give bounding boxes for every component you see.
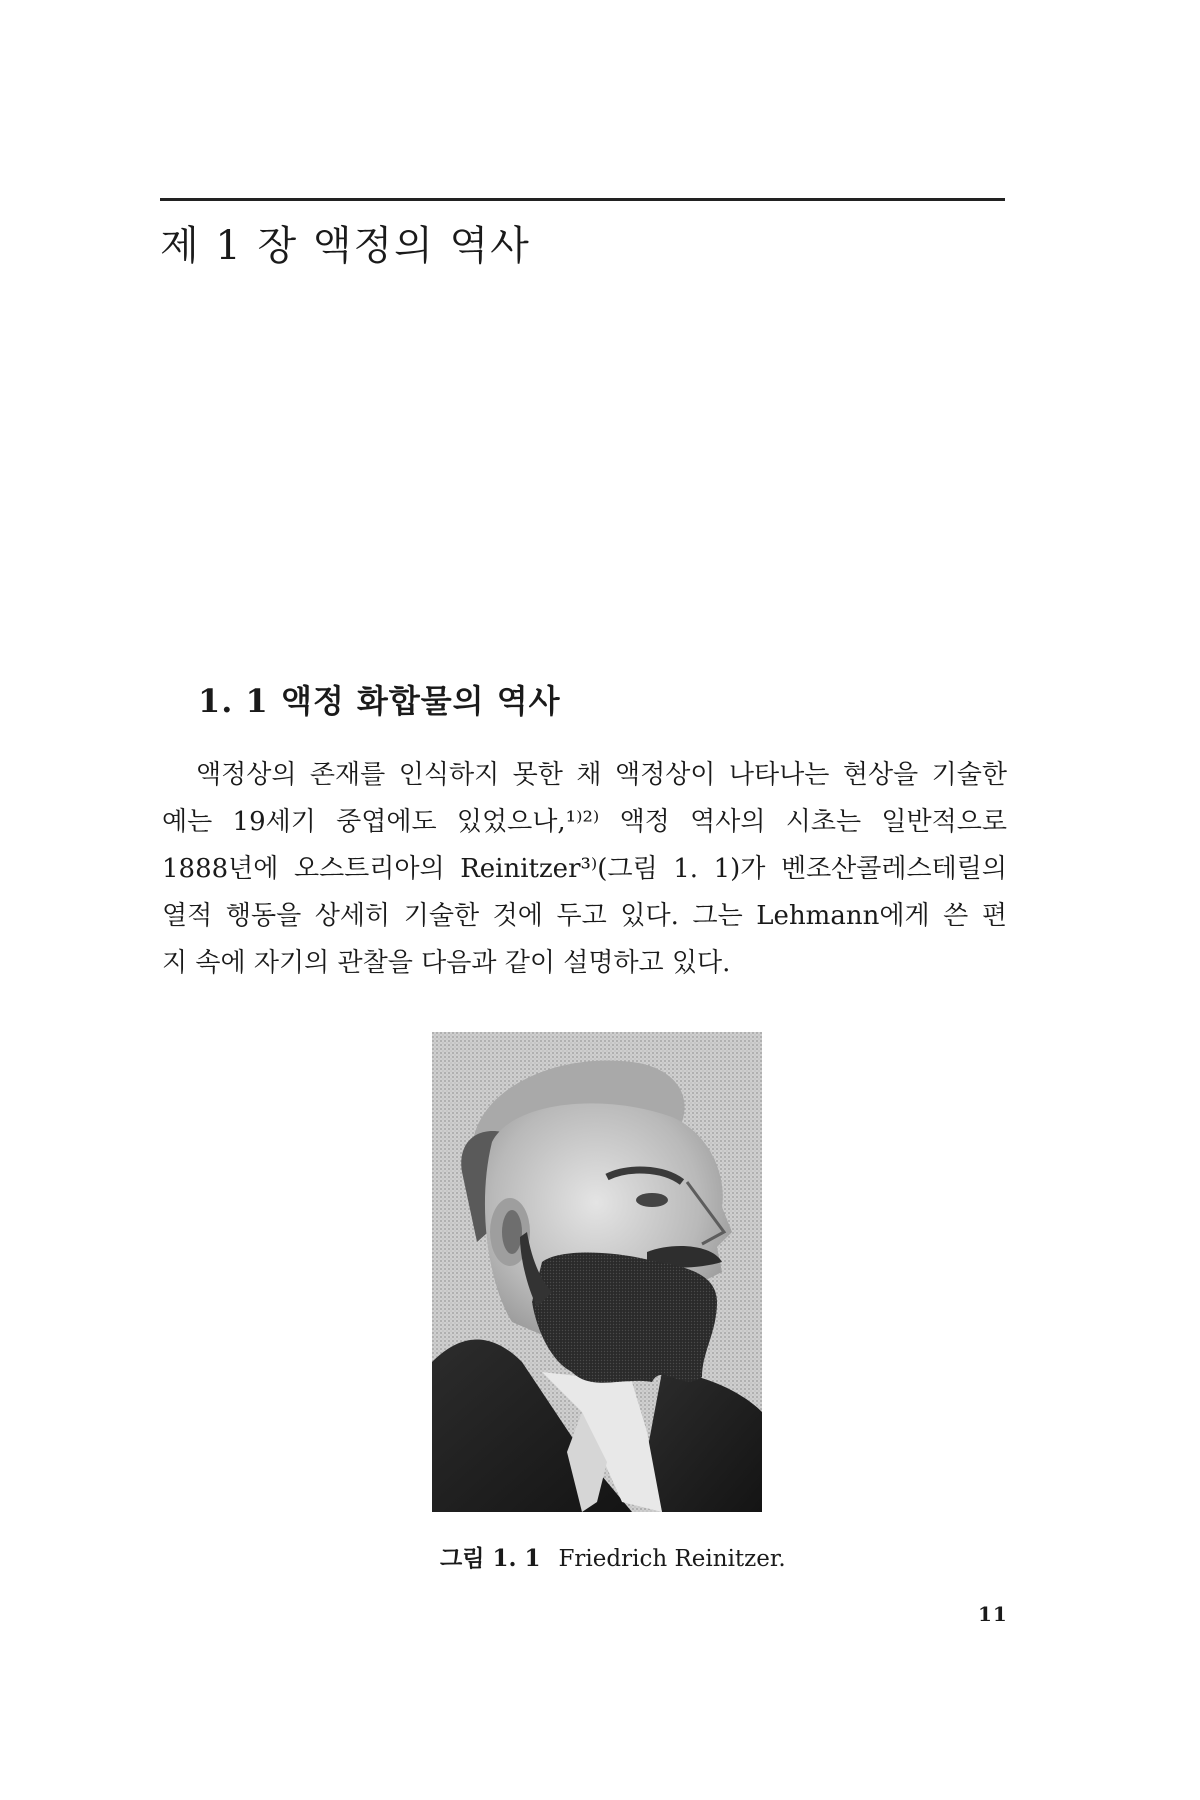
page-number: 11 <box>978 1602 1008 1626</box>
chapter-top-rule <box>160 198 1005 201</box>
paragraph-line: 지 속에 자기의 관찰을 다음과 같이 설명하고 있다. <box>162 948 731 978</box>
figure-caption <box>440 1540 786 1573</box>
body-paragraph <box>162 752 1007 987</box>
portrait-photo <box>432 1032 762 1512</box>
chapter-title: 제 1 장 액정의 역사 <box>160 223 531 269</box>
paragraph-line: 1888년에 오스트리아의 Reinitzer³⁾(그림 1. 1)가 벤조산콜레스테릴의 <box>162 854 1007 884</box>
paragraph-line: 액정상의 존재를 인식하지 못한 채 액정상이 나타나는 현상을 기술한 <box>196 760 1007 790</box>
figure-caption-text: Friedrich Reinitzer. <box>558 1546 786 1572</box>
section-heading: 1. 1 액정 화합물의 역사 <box>198 682 561 720</box>
paragraph-line: 열적 행동을 상세히 기술한 것에 두고 있다. 그는 Lehmann에게 쓴 편 <box>162 901 1007 931</box>
portrait-figure <box>432 1032 762 1512</box>
paragraph-line: 예는 19세기 중엽에도 있었으나,¹⁾²⁾ 액정 역사의 시초는 일반적으로 <box>162 807 1007 837</box>
figure-label: 그림 1. 1 <box>440 1545 541 1572</box>
